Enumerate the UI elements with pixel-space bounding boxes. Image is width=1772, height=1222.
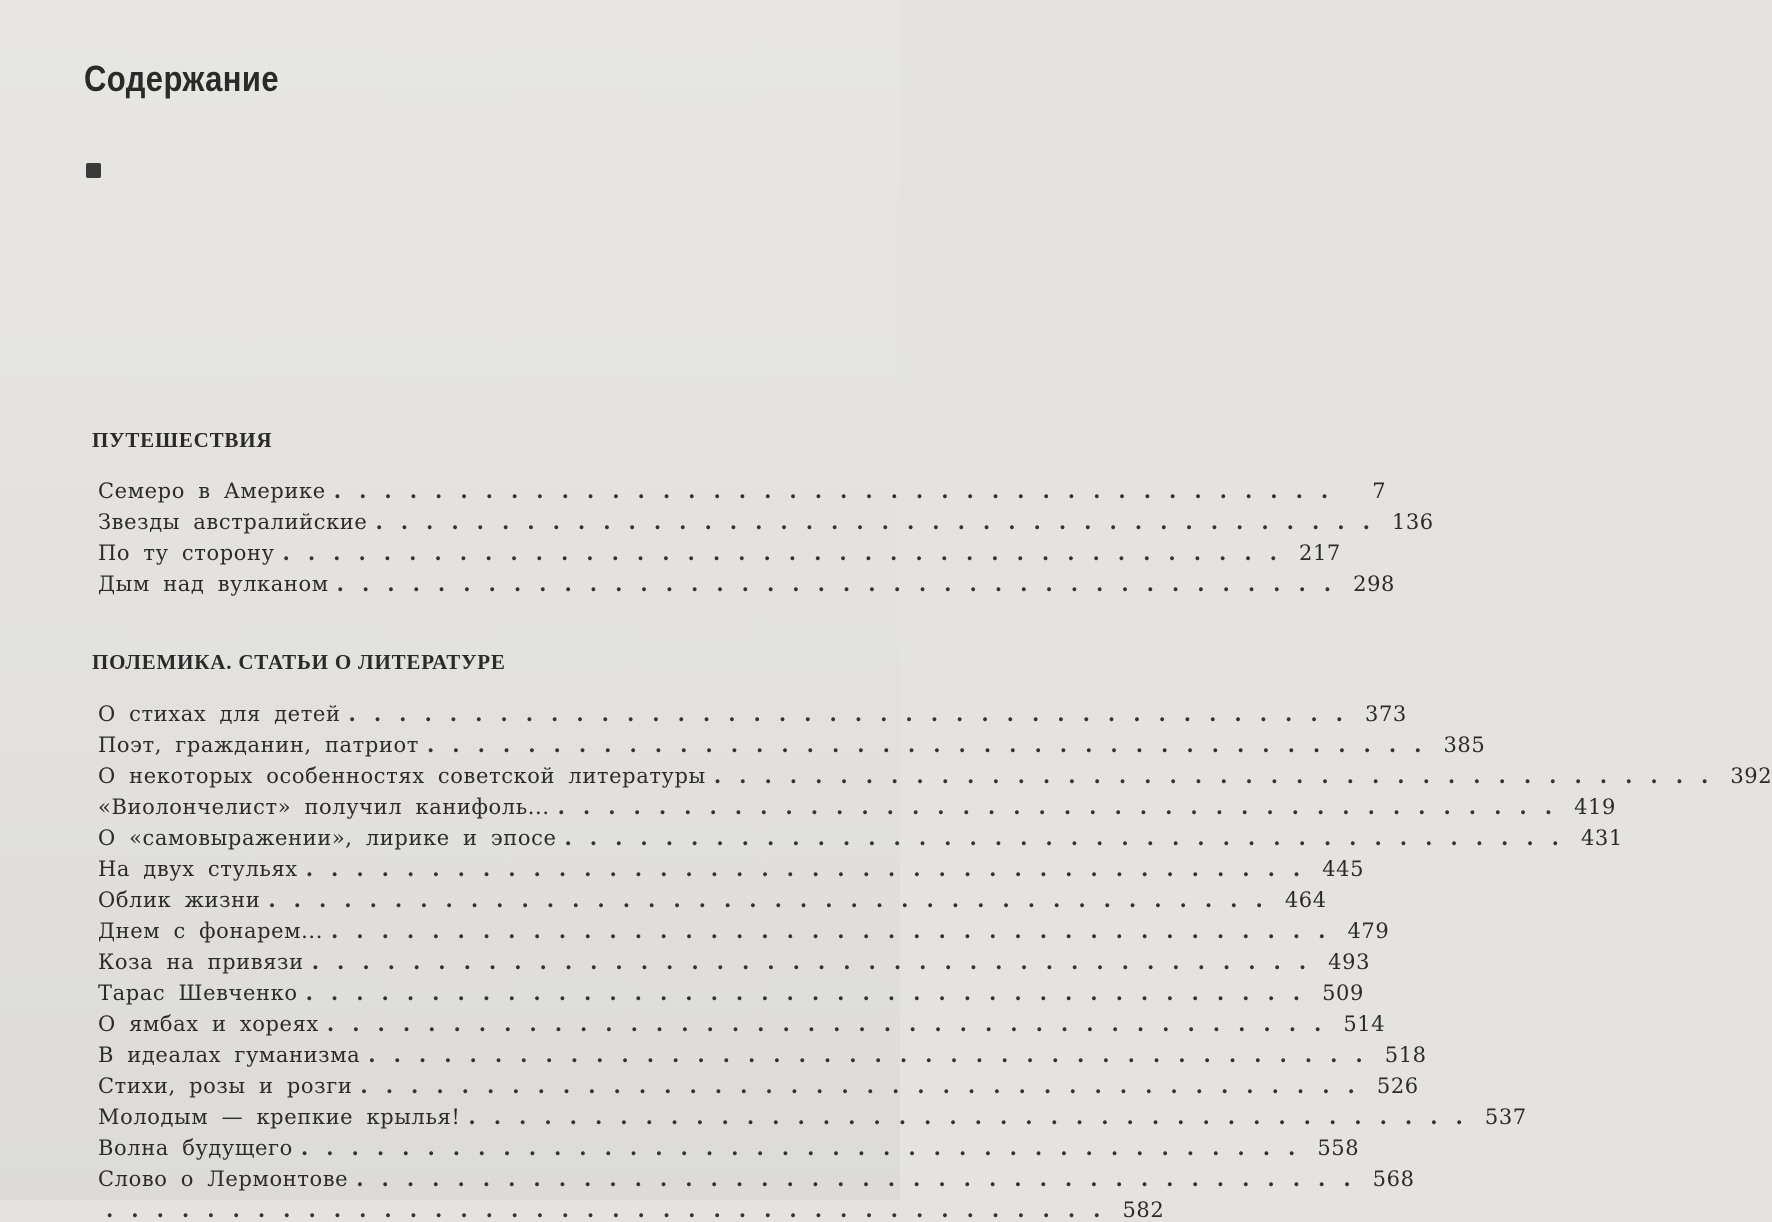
toc-page-number: 558 xyxy=(1317,1136,1360,1160)
dot-leader: ........................................ xyxy=(468,1104,1481,1129)
toc-page-number: 217 xyxy=(1299,541,1341,565)
toc-entry xyxy=(98,794,1616,825)
toc-page-number: 518 xyxy=(1384,1043,1427,1067)
toc-page-number: 493 xyxy=(1328,950,1371,974)
toc-entry-title: Стихи, розы и розги xyxy=(98,1074,353,1098)
toc-entry xyxy=(98,571,1396,602)
toc-entry-title: Коза на привязи xyxy=(98,950,304,974)
toc-entry xyxy=(98,1135,1360,1166)
toc-page-number: 373 xyxy=(1365,702,1407,726)
toc-list-travels xyxy=(98,478,1434,602)
toc-entry-title: Дым над вулканом xyxy=(98,572,329,596)
toc-entry-title: О некоторых особенностях советской литературы xyxy=(98,764,706,788)
dot-leader: ........................................ xyxy=(713,763,1727,788)
toc-entry xyxy=(98,1166,1415,1197)
toc-entry xyxy=(98,918,1390,949)
toc-page-number: 568 xyxy=(1372,1167,1415,1191)
toc-page-number: 479 xyxy=(1347,919,1390,943)
toc-entry-title: Семеро в Америке xyxy=(98,479,326,503)
dot-leader: ........................................ xyxy=(326,1011,1340,1036)
toc-entry xyxy=(98,1042,1427,1073)
toc-entry-title: Молодым — крепкие крылья! xyxy=(98,1105,461,1129)
dot-leader: ........................................ xyxy=(311,949,1325,974)
dot-leader: ........................................ xyxy=(330,918,1344,943)
toc-page-number: 385 xyxy=(1443,733,1486,757)
toc-entry xyxy=(98,478,1387,509)
toc-entry-title: В идеалах гуманизма xyxy=(98,1043,361,1067)
toc-entry-title: Тарас Шевченко xyxy=(98,981,298,1005)
dot-leader: ........................................ xyxy=(106,1197,1119,1222)
dot-leader: ........................................ xyxy=(375,509,1388,534)
toc-entry xyxy=(98,509,1434,540)
square-bullet-icon xyxy=(86,163,101,178)
toc-page-number: 526 xyxy=(1376,1074,1419,1098)
toc-entry xyxy=(98,1104,1527,1135)
dot-leader: ........................................ xyxy=(564,825,1577,850)
toc-page-number: 298 xyxy=(1353,572,1396,596)
dot-leader: ........................................ xyxy=(282,540,1295,565)
toc-page-number: 445 xyxy=(1322,857,1365,881)
toc-page-number: 431 xyxy=(1580,826,1623,850)
toc-entry-title: По ту сторону xyxy=(98,541,275,565)
toc-entry xyxy=(98,825,1623,856)
toc-entry xyxy=(98,732,1486,763)
toc-entry-title: О ямбах и хореях xyxy=(98,1012,319,1036)
toc-page-number: 582 xyxy=(1122,1198,1165,1222)
toc-entry-title: Облик жизни xyxy=(98,888,261,912)
toc-entry xyxy=(98,763,1772,794)
toc-page-number: 464 xyxy=(1284,888,1327,912)
toc-entry-title: На двух стульях xyxy=(98,857,298,881)
toc-entry xyxy=(98,980,1364,1011)
toc-entry-title: Звезды австралийские xyxy=(98,510,368,534)
dot-leader: ........................................ xyxy=(348,701,1361,726)
toc-entry-title: Днем с фонарем... xyxy=(98,919,323,943)
toc-entry-title: О стихах для детей xyxy=(98,702,341,726)
toc-entry xyxy=(98,1011,1386,1042)
toc-list-polemics xyxy=(98,701,1772,1222)
dot-leader: ........................................ xyxy=(557,794,1571,819)
toc-page-number: 537 xyxy=(1484,1105,1527,1129)
toc-page-number: 509 xyxy=(1322,981,1364,1005)
dot-leader: ........................................ xyxy=(305,856,1319,881)
toc-page-number: 392 xyxy=(1730,764,1772,788)
toc-page-number: 7 xyxy=(1372,479,1387,503)
toc-page-number: 136 xyxy=(1391,510,1434,534)
dot-leader: ........................................ xyxy=(360,1073,1373,1098)
dot-leader: ........................................ xyxy=(300,1135,1314,1160)
toc-entry-title: Слово о Лермонтове xyxy=(98,1167,349,1191)
toc-page-number: 419 xyxy=(1574,795,1616,819)
toc-entry xyxy=(98,701,1407,732)
dot-leader: ........................................ xyxy=(427,732,1440,757)
toc-entry xyxy=(98,887,1327,918)
section-heading-travels: ПУТЕШЕСТВИЯ xyxy=(92,428,273,452)
page-title: Содержание xyxy=(84,58,280,99)
toc-entry xyxy=(98,1073,1419,1104)
dot-leader: ........................................ xyxy=(356,1166,1369,1191)
toc-entry xyxy=(98,856,1365,887)
toc-entry-title: Волна будущего xyxy=(98,1136,293,1160)
dot-leader: ........................................ xyxy=(305,980,1319,1005)
dot-leader: ........................................ xyxy=(368,1042,1381,1067)
toc-entry-title: О «самовыражении», лирике и эпосе xyxy=(98,826,557,850)
dot-leader: ........................................ xyxy=(268,887,1281,912)
dot-leader: ........................................ xyxy=(336,571,1350,596)
section-heading-polemics: ПОЛЕМИКА. СТАТЬИ О ЛИТЕРАТУРЕ xyxy=(92,650,506,674)
toc-entry-title: Поэт, гражданин, патриот xyxy=(98,733,419,757)
toc-entry xyxy=(98,949,1371,980)
toc-page-number: 514 xyxy=(1343,1012,1386,1036)
toc-entry-title: «Виолончелист» получил канифоль... xyxy=(98,795,550,819)
dot-leader: ........................................ xyxy=(333,478,1347,503)
toc-entry xyxy=(98,1197,1165,1222)
toc-entry xyxy=(98,540,1341,571)
